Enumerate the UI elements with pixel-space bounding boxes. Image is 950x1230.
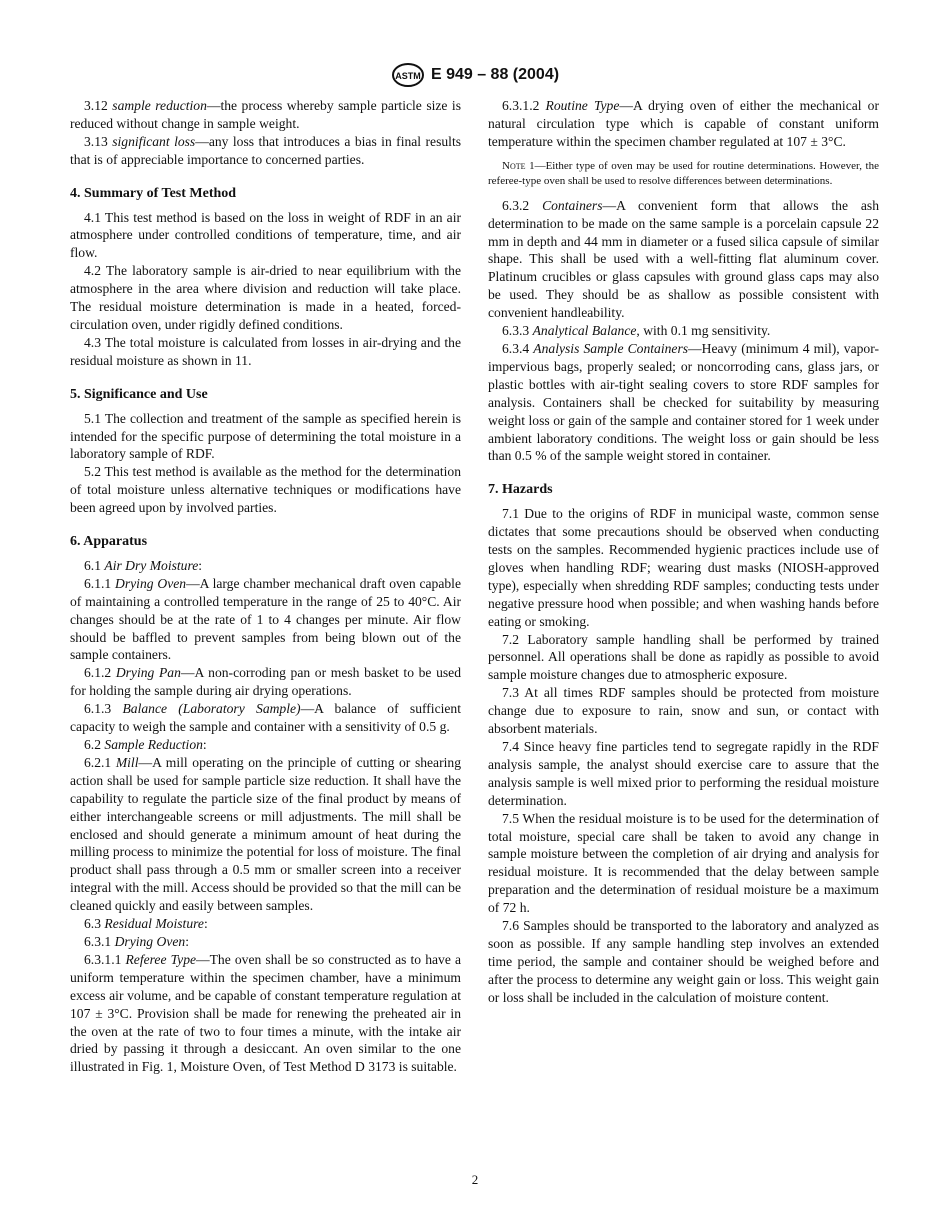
paragraph-text: —any loss that introduces a bias in final results that is of appreciable importance to concerned parties. <box>70 133 462 167</box>
section-number: 6.3.1 <box>84 933 115 949</box>
defined-term: Routine Type <box>545 98 620 113</box>
paragraph-p63 <box>70 915 461 933</box>
section-heading: 7. Hazards <box>488 482 553 498</box>
paragraph-text: —A convenient form that allows the ash determination to be made on the same sample is a porcelain capsule 22 mm in depth and 44 mm in diameter or a fused silica capsule of similar shape. This shall be used with a well-fitting flat aluminum cover. Platinum crucibles or glass capsules with ground glass caps may also be used. They should be as shallow as possible consistent with convenient handleability. <box>488 197 880 321</box>
section-number: 4.3 <box>84 334 105 350</box>
svg-text:ASTM: ASTM <box>395 71 421 81</box>
paragraph-text: : <box>198 557 203 573</box>
section-number: 6.3.4 <box>502 340 534 356</box>
defined-term: Sample Reduction <box>104 737 203 752</box>
paragraph-text: The total moisture is calculated from losses in air-drying and the residual moisture as shown in 11. <box>70 334 461 368</box>
section-number: 5.1 <box>84 410 105 426</box>
paragraph-p6312 <box>488 97 879 151</box>
defined-term: sample reduction <box>112 98 207 113</box>
right-column <box>488 97 879 1007</box>
note-label: Note 1 <box>502 159 535 172</box>
paragraph-text: , with 0.1 mg sensitivity. <box>636 323 771 339</box>
section-number: 6.2 <box>84 737 105 752</box>
paragraph-p61 <box>70 557 461 575</box>
defined-term: Air Dry Moisture <box>104 557 199 573</box>
paragraph-text: When the residual moisture is to be used for the determination of total moisture, special care shall be taken to avoid any change in sample moisture between the completion of air drying and analysis for residual moisture. It is recommended that the delay between sample preparation and the determination of residual moisture be a maximum of 72 h. <box>488 810 879 916</box>
page-header <box>0 62 950 88</box>
section-heading: 4. Summary of Test Method <box>70 185 237 201</box>
section-number: 7.1 <box>502 506 525 522</box>
paragraph-text: Samples should be transported to the laboratory and analyzed as soon as possible. If any sample handling step involves an extended time period, the sample and container should be weighed before and after the process to determine any weight gain or loss. This weight gain or loss shall be included in the calculation of moisture content. <box>488 918 880 1005</box>
paragraph-p634 <box>488 340 879 465</box>
paragraph-p612 <box>70 664 461 700</box>
section-number: 7.3 <box>502 685 525 701</box>
paragraph-p52 <box>70 463 461 517</box>
paragraph-p62 <box>70 736 461 754</box>
section-number: 6.1 <box>84 557 105 573</box>
section-number: 6.1.1 <box>84 575 116 591</box>
paragraph-text: The collection and treatment of the sample as specified herein is intended for the specific purpose of determining the total moisture in a laboratory sample of RDF. <box>70 410 461 462</box>
section-number: 5.2 <box>84 464 105 480</box>
paragraph-p72 <box>488 631 879 685</box>
section-number: 6.3.2 <box>502 197 543 213</box>
paragraph-p631 <box>70 933 461 951</box>
astm-logo-icon <box>391 62 425 88</box>
paragraph-text: Laboratory sample handling shall be performed by trained personnel. All operations shall be done as rapidly as possible to avoid sample moisture changes due to atmospheric exposure. <box>488 631 880 683</box>
section-number: 6.2.1 <box>84 754 116 770</box>
section-heading: 6. Apparatus <box>70 534 148 550</box>
paragraph-text: : <box>202 737 207 752</box>
paragraph-p613 <box>70 700 461 736</box>
paragraph-p51 <box>70 410 461 464</box>
paragraph-p632 <box>488 197 879 322</box>
section-number: 7.6 <box>502 918 524 934</box>
defined-term: Referee Type <box>125 951 197 967</box>
paragraph-text: Due to the origins of RDF in municipal waste, common sense dictates that some precautions should be observed when conducting tests on the samples. Recommended hygienic practices include use of gloves when handling RDF; wearing dust masks (NIOSH-approved type), especially when shredding RDF samples; conducting tests under negative pressure hood when possible; and when washing hands before eating or smoking. <box>488 506 879 629</box>
paragraph-text: —A mill operating on the principle of cutting or shearing action shall be used for sample particle size reduction. It shall have the capability to regulate the particle size of the final product by means of either interchangeable screens or mill adjustments. The mill shall be enclosed and should generate a minimum amount of heat during the milling process to minimize the potential for loss of moisture. The final product shall pass through a 0.5 mm or smaller screen into a receiver integral with the mill. Access should be provided so that the mill can be cleaned quickly and easily between samples. <box>70 754 461 914</box>
paragraph-text: This test method is available as the method for the determination of total moisture unless alternative techniques or modifications have been agreed upon by involved parties. <box>70 464 461 516</box>
section-number: 4.2 <box>84 263 106 279</box>
paragraph-p312 <box>70 97 461 133</box>
section-number: 3.12 <box>84 98 113 113</box>
paragraph-text: This test method is based on the loss in weight of RDF in an air atmosphere under controlled conditions of temperature, time, and air flow. <box>70 209 461 261</box>
paragraph-p73 <box>488 684 879 738</box>
paragraph-text: —A large chamber mechanical draft oven capable of maintaining a controlled temperature in the range of 25 to 40°C. Air changes should be at the rate of 1 to 4 changes per minute. Air flow should be baffled to prevent samples from being blown out of the sample containers. <box>70 575 461 663</box>
section-number: 6.3.3 <box>502 323 533 339</box>
paragraph-p633 <box>488 322 879 340</box>
defined-term: significant loss <box>112 133 196 149</box>
paragraph-p71 <box>488 505 879 630</box>
paragraph-p76 <box>488 917 879 1007</box>
section-number: 7.2 <box>502 631 528 647</box>
page-number: 2 <box>471 1172 479 1187</box>
paragraph-text: —A balance of sufficient capacity to weigh the sample and container with a sensitivity of 0.5 g. <box>70 701 461 735</box>
note <box>488 159 879 189</box>
section-number: 6.3.1.1 <box>84 951 126 967</box>
section-number: 6.1.3 <box>84 701 123 717</box>
defined-term: Balance (Laboratory Sample) <box>122 701 301 717</box>
paragraph-p74 <box>488 738 879 810</box>
defined-term: Drying Oven <box>114 933 186 949</box>
designation: E 949 – 88 (2004) <box>430 66 560 83</box>
left-column <box>70 97 461 1076</box>
paragraph-text: The laboratory sample is air-dried to near equilibrium with the atmosphere in the area where division and reduction will take place. The residual moisture determination is made in a heated, forced-circulation oven, under rigidly defined conditions. <box>70 263 462 332</box>
section-number: 7.5 <box>502 810 523 826</box>
paragraph-text: —A drying oven of either the mechanical or natural circulation type which is capable of constant uniform temperature within the specimen chamber regulated at 107 ± 3°C. <box>488 98 880 149</box>
paragraph-p621 <box>70 754 461 915</box>
note-text: —Either type of oven may be used for routine determinations. However, the referee-type oven shall be used to resolve differences between determinations. <box>488 159 879 187</box>
paragraph-text: —Heavy (minimum 4 mil), vapor-impervious bags, properly sealed; or noncorroding cans, glass jars, or plastic bottles with air-tight sealing covers to store RDF samples for analysis. Containers shall be checked for suitability by measuring weight loss or gain of the sample and container stored for 1 week under ambient laboratory conditions. The weight loss or gain should be less than 0.5 % of the sample weight stored in container. <box>488 340 879 464</box>
paragraph-p6311 <box>70 951 461 1076</box>
paragraph-p41 <box>70 209 461 263</box>
paragraph-text: —The oven shall be so constructed as to have a uniform temperature within the specimen chamber, have a minimum excess air volume, and be capable of constant temperature regulation at 107 ± 3°C. Provision shall be made for renewing the preheated air in the oven at the rate of two to four times a minute, with the intake air dried by passing it through a desiccant. An oven similar to the one illustrated in Fig. 1, Moisture Oven, of Test Method D 3173 is suitable. <box>70 951 461 1075</box>
paragraph-p75 <box>488 810 879 917</box>
paragraph-p43 <box>70 334 461 370</box>
paragraph-text: : <box>185 933 189 949</box>
paragraph-text: —A non-corroding pan or mesh basket to be used for holding the sample during air drying operations. <box>70 665 462 699</box>
section-number: 6.3 <box>84 916 105 932</box>
paragraph-p611 <box>70 575 461 665</box>
section-number: 6.1.2 <box>84 665 116 681</box>
defined-term: Analytical Balance <box>532 323 637 339</box>
section-number: 4.1 <box>84 209 105 225</box>
defined-term: Analysis Sample Containers <box>533 340 689 356</box>
section-number: 6.3.1.2 <box>502 98 546 113</box>
paragraph-text: —the process whereby sample particle size is reduced without change in sample weight. <box>70 98 462 131</box>
defined-term: Drying Oven <box>115 575 187 591</box>
paragraph-text: Since heavy fine particles tend to segregate rapidly in the RDF analysis sample, the analyst should exercise care to assure that the analysis sample is well mixed prior to performing the residual moisture determination. <box>488 739 879 808</box>
paragraph-p313 <box>70 133 461 169</box>
paragraph-text: : <box>203 916 208 932</box>
defined-term: Drying Pan <box>115 665 181 681</box>
paragraph-p42 <box>70 262 461 334</box>
section-heading: 5. Significance and Use <box>70 386 208 402</box>
paragraph-text: At all times RDF samples should be protected from moisture change due to exposure to rain, snow and sun, or contact with absorbent materials. <box>488 685 879 737</box>
defined-term: Mill <box>115 754 139 770</box>
defined-term: Residual Moisture <box>104 916 204 932</box>
section-number: 3.13 <box>84 133 113 149</box>
defined-term: Containers <box>542 197 603 213</box>
section-number: 7.4 <box>502 739 524 754</box>
